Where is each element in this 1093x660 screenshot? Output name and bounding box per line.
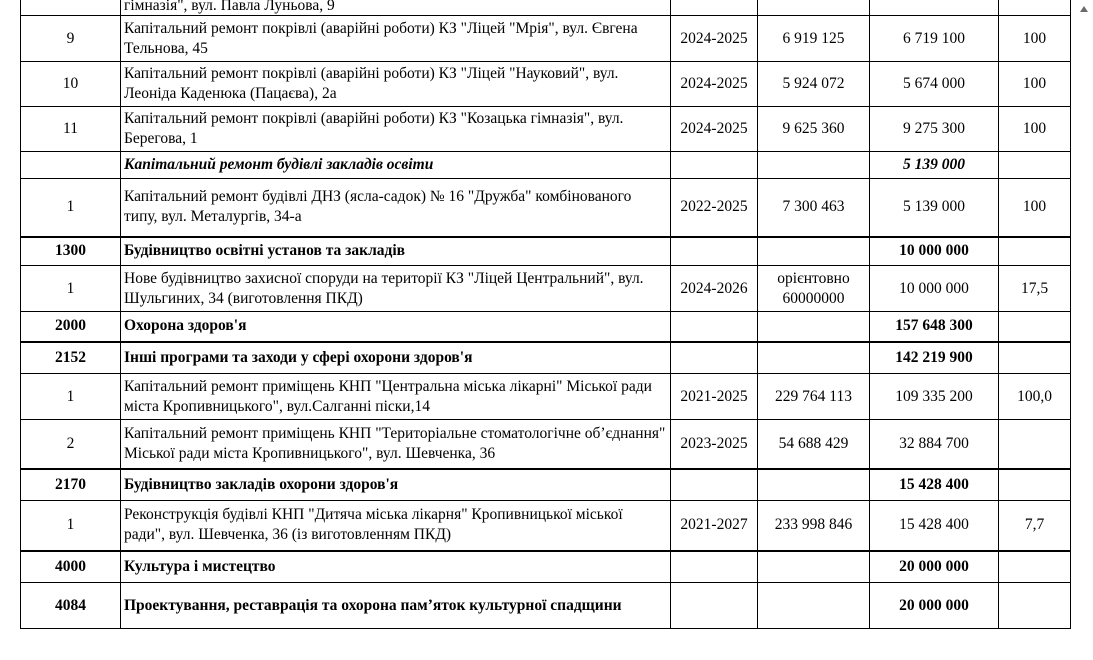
name-cell: Проектування, реставрація та охорона пам’яток культурної спадщини <box>121 583 671 629</box>
name-cell: Капітальний ремонт приміщень КНП "Центральна міська лікарні" Міської ради міста Кропивницького", вул.Салганні піски,14 <box>121 374 671 420</box>
percent-cell: 100,0 <box>999 374 1071 420</box>
percent-cell <box>999 237 1071 266</box>
code-cell: 10 <box>21 62 121 107</box>
cost-cell: 7 300 463 <box>758 179 870 237</box>
percent-cell <box>999 342 1071 374</box>
percent-cell <box>999 312 1071 342</box>
table-row <box>21 237 1071 266</box>
cost-cell: 54 688 429 <box>758 420 870 469</box>
percent-cell: 7,7 <box>999 501 1071 551</box>
table-row <box>21 551 1071 583</box>
amount-cell: 32 884 700 <box>870 420 999 469</box>
table-row <box>21 312 1071 342</box>
cost-cell: 9 625 360 <box>758 107 870 152</box>
code-cell <box>21 152 121 179</box>
table-row <box>21 179 1071 237</box>
code-cell <box>21 0 121 16</box>
amount-cell: 157 648 300 <box>870 312 999 342</box>
name-cell: Будівництво закладів охорони здоров'я <box>121 469 671 501</box>
term-cell: 2024-2025 <box>671 107 758 152</box>
cost-cell <box>758 312 870 342</box>
name-cell: гімназія", вул. Павла Луньова, 9 <box>121 0 671 16</box>
term-cell <box>671 152 758 179</box>
cost-cell <box>758 583 870 629</box>
term-cell <box>671 469 758 501</box>
name-cell: Нове будівництво захисної споруди на території КЗ "Ліцей Центральний", вул. Шульгиних, 34 (виготовлення ПКД) <box>121 266 671 312</box>
table-row <box>21 107 1071 152</box>
table-row <box>21 374 1071 420</box>
term-cell: 2023-2025 <box>671 420 758 469</box>
code-cell: 1 <box>21 179 121 237</box>
term-cell: 2022-2025 <box>671 179 758 237</box>
code-cell: 2 <box>21 420 121 469</box>
name-cell: Капітальний ремонт покрівлі (аварійні роботи) КЗ "Козацька гімназія", вул. Берегова, 1 <box>121 107 671 152</box>
scroll-up-icon[interactable] <box>1079 4 1089 14</box>
percent-cell <box>999 583 1071 629</box>
cost-cell <box>758 152 870 179</box>
term-cell: 2024-2025 <box>671 62 758 107</box>
cost-cell: 229 764 113 <box>758 374 870 420</box>
code-cell: 2152 <box>21 342 121 374</box>
table-row <box>21 583 1071 629</box>
code-cell: 4084 <box>21 583 121 629</box>
percent-cell <box>999 469 1071 501</box>
code-cell: 4000 <box>21 551 121 583</box>
term-cell <box>671 0 758 16</box>
name-cell: Капітальний ремонт приміщень КНП "Територіальне стоматологічне об’єднання" Міської ради міста Кропивницького", вул. Шевченка, 36 <box>121 420 671 469</box>
amount-cell: 15 428 400 <box>870 501 999 551</box>
percent-cell <box>999 420 1071 469</box>
code-cell: 9 <box>21 16 121 62</box>
code-cell: 1 <box>21 374 121 420</box>
cost-cell <box>758 0 870 16</box>
cost-cell: 6 919 125 <box>758 16 870 62</box>
amount-cell: 9 275 300 <box>870 107 999 152</box>
table-row <box>21 420 1071 469</box>
amount-cell: 5 674 000 <box>870 62 999 107</box>
percent-cell <box>999 551 1071 583</box>
amount-cell: 5 139 000 <box>870 152 999 179</box>
amount-cell: 20 000 000 <box>870 583 999 629</box>
amount-cell: 6 719 100 <box>870 16 999 62</box>
percent-cell: 17,5 <box>999 266 1071 312</box>
name-cell: Капітальний ремонт будівлі закладів освіти <box>121 152 671 179</box>
amount-cell: 142 219 900 <box>870 342 999 374</box>
table-row <box>21 62 1071 107</box>
code-cell: 11 <box>21 107 121 152</box>
name-cell: Будівництво освітні установ та закладів <box>121 237 671 266</box>
table-row <box>21 501 1071 551</box>
code-cell: 2170 <box>21 469 121 501</box>
term-cell: 2021-2027 <box>671 501 758 551</box>
name-cell: Культура і мистецтво <box>121 551 671 583</box>
name-cell: Реконструкція будівлі КНП "Дитяча міська лікарня" Кропивницької міської ради", вул. Шевченка, 36 (із виготовленням ПКД) <box>121 501 671 551</box>
amount-cell: 10 000 000 <box>870 266 999 312</box>
percent-cell <box>999 152 1071 179</box>
term-cell: 2024-2025 <box>671 16 758 62</box>
table-row <box>21 469 1071 501</box>
term-cell <box>671 237 758 266</box>
amount-cell: 10 000 000 <box>870 237 999 266</box>
percent-cell <box>999 0 1071 16</box>
code-cell: 1 <box>21 501 121 551</box>
percent-cell: 100 <box>999 16 1071 62</box>
amount-cell: 109 335 200 <box>870 374 999 420</box>
name-cell: Охорона здоров'я <box>121 312 671 342</box>
name-cell: Капітальний ремонт будівлі ДНЗ (ясла-садок) № 16 "Дружба" комбінованого типу, вул. Металургів, 34-а <box>121 179 671 237</box>
table-row <box>21 0 1071 16</box>
percent-cell: 100 <box>999 179 1071 237</box>
percent-cell: 100 <box>999 107 1071 152</box>
table-row <box>21 152 1071 179</box>
percent-cell: 100 <box>999 62 1071 107</box>
term-cell <box>671 583 758 629</box>
term-cell: 2021-2025 <box>671 374 758 420</box>
name-cell: Капітальний ремонт покрівлі (аварійні роботи) КЗ "Ліцей "Науковий", вул. Леоніда Каденюка (Пацаєва), 2а <box>121 62 671 107</box>
amount-cell: 15 428 400 <box>870 469 999 501</box>
amount-cell: 20 000 000 <box>870 551 999 583</box>
term-cell <box>671 312 758 342</box>
table-row <box>21 16 1071 62</box>
term-cell <box>671 551 758 583</box>
table-row <box>21 342 1071 374</box>
amount-cell: 5 139 000 <box>870 179 999 237</box>
amount-cell <box>870 0 999 16</box>
cost-cell <box>758 551 870 583</box>
code-cell: 1300 <box>21 237 121 266</box>
term-cell <box>671 342 758 374</box>
cost-cell: 5 924 072 <box>758 62 870 107</box>
cost-cell: 233 998 846 <box>758 501 870 551</box>
budget-table <box>20 0 1071 629</box>
cost-cell <box>758 237 870 266</box>
cost-cell: орієнтовно 60000000 <box>758 266 870 312</box>
cost-cell <box>758 469 870 501</box>
name-cell: Інші програми та заходи у сфері охорони здоров'я <box>121 342 671 374</box>
term-cell: 2024-2026 <box>671 266 758 312</box>
code-cell: 1 <box>21 266 121 312</box>
code-cell: 2000 <box>21 312 121 342</box>
name-cell: Капітальний ремонт покрівлі (аварійні роботи) КЗ "Ліцей "Мрія", вул. Євгена Тельнова, 45 <box>121 16 671 62</box>
table-row <box>21 266 1071 312</box>
cost-cell <box>758 342 870 374</box>
